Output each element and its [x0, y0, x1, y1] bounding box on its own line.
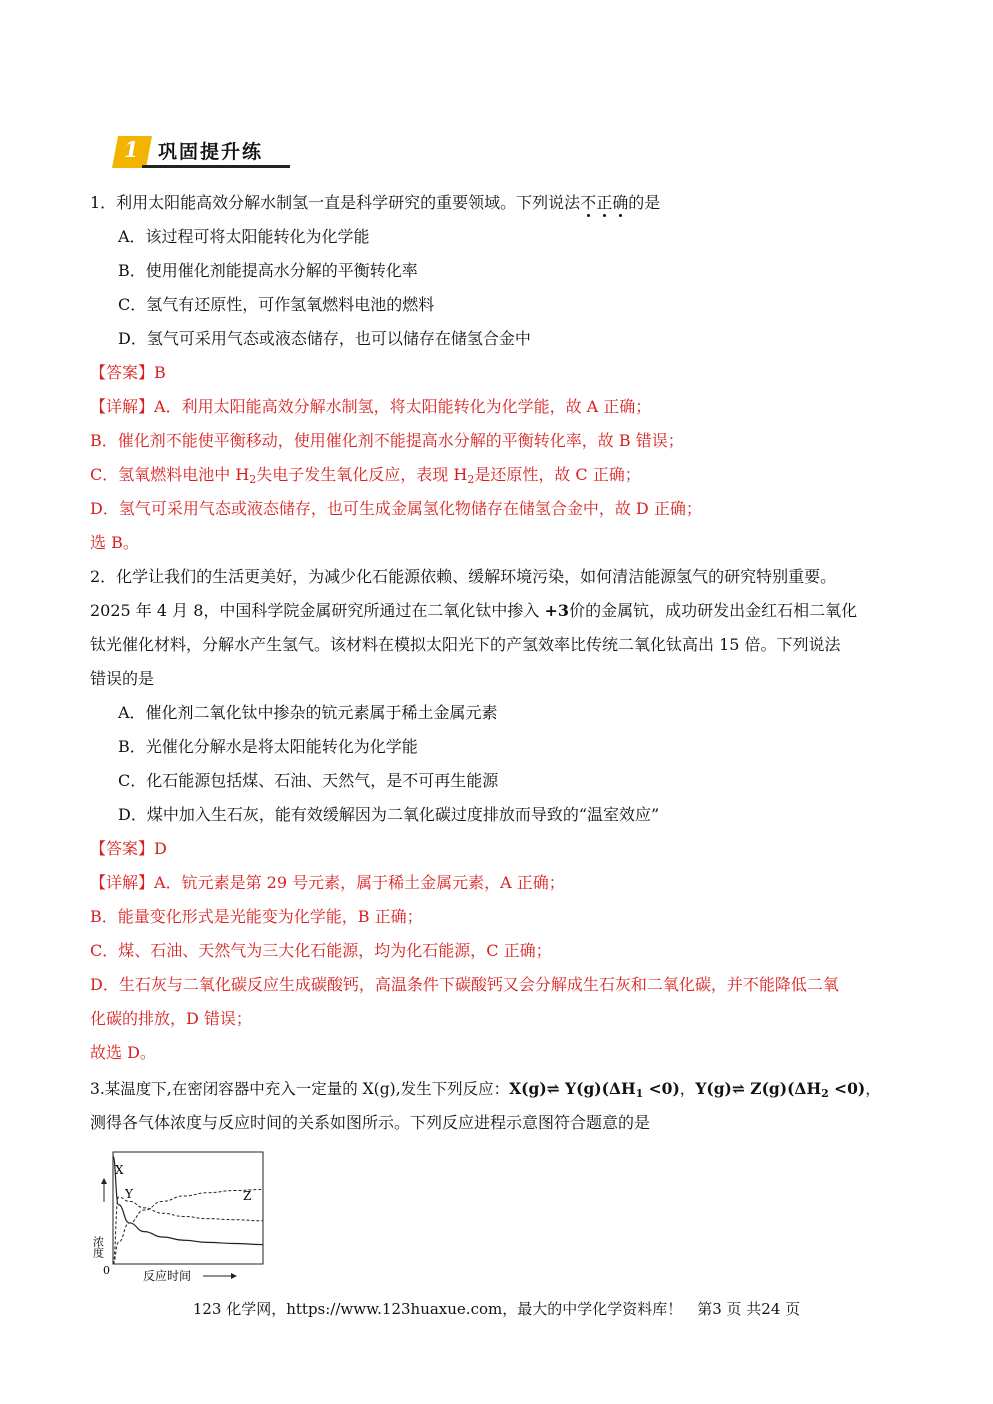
q2-option-d: D．煤中加入生石灰，能有效缓解因为二氧化碳过度排放而导致的“温室效应”	[118, 805, 660, 824]
q2-detail-c: C．煤、石油、天然气为三大化石能源，均为化石能源，C 正确；	[90, 941, 552, 960]
q3-stem-line1: 3.某温度下,在密闭容器中充入一定量的 X(g),发生下列反应：X(g)⇌ $Y(g)(\Delta H_1 <0)$，Y(g)⇌ $Z(g)(\Delta H_2 <0)$，	[90, 1079, 881, 1100]
q1-detail-a: 【详解】A．利用太阳能高效分解水制氢，将太阳能转化为化学能，故 A 正确；	[90, 397, 652, 416]
q2-stem-line2: 2025 年 4 月 8，中国科学院金属研究所通过在二氧化钛中掺入 +3价的金属钪，成功研发出金红石相二氧化	[90, 601, 858, 620]
chart-y-axis-label: 浓度	[91, 1236, 105, 1258]
q1-stem: 1．利用太阳能高效分解水制氢一直是科学研究的重要领域。下列说法不正确的是	[90, 193, 661, 212]
chart-plot-frame	[113, 1152, 263, 1264]
q1-option-d: D．氢气可采用气态或液态储存，也可以储存在储氢合金中	[118, 329, 531, 348]
q1-answer: 【答案】B	[90, 363, 166, 382]
series-z-label: Z	[243, 1189, 252, 1203]
series-y-label: Y	[125, 1187, 133, 1201]
q1-option-b: B．使用催化剂能提高水分解的平衡转化率	[118, 261, 418, 280]
q2-stem-line3: 钛光催化材料，分解水产生氢气。该材料在模拟太阳光下的产氢效率比传统二氧化钛高出 15 倍。下列说法	[90, 635, 841, 654]
section-number: 1	[124, 137, 139, 162]
concentration-time-chart	[91, 1148, 275, 1288]
q2-option-b: B．光催化分解水是将太阳能转化为化学能	[118, 737, 418, 756]
q1-option-a: A．该过程可将太阳能转化为化学能	[118, 227, 370, 246]
q2-option-a: A．催化剂二氧化钛中掺杂的钪元素属于稀土金属元素	[118, 703, 498, 722]
q3-equation-1: X(g)⇌ $Y(g)(\Delta H_1 <0)$	[509, 1079, 680, 1100]
q1-detail-c: C．氢氧燃料电池中 $H_2$失电子发生氧化反应，表现 $H_2$是还原性，故 C 正确；	[90, 465, 641, 486]
q2-detail-b: B．能量变化形式是光能变为化学能，B 正确；	[90, 907, 423, 926]
page-footer: 123 化学网，https://www.123huaxue.com，最大的中学化学资料库！ 第3 页 共24 页	[192, 1300, 801, 1318]
series-y-line	[113, 1197, 263, 1264]
q2-detail-d-line2: 化碳的排放，D 错误；	[90, 1009, 252, 1028]
chart-x-arrowhead	[231, 1273, 237, 1279]
chart-y-arrowhead	[101, 1178, 107, 1184]
q3-stem-line2: 测得各气体浓度与反应时间的关系如图所示。下列反应进程示意图符合题意的是	[90, 1113, 651, 1132]
q1-stem-emphasis: 不正确	[580, 193, 629, 212]
q3-equation-2: Y(g)⇌ $Z(g)(\Delta H_2 <0)$	[695, 1079, 866, 1100]
q1-detail-d: D．氢气可采用气态或液态储存，也可生成金属氢化物储存在储氢合金中，故 D 正确；	[90, 499, 702, 518]
q2-detail-a: 【详解】A．钪元素是第 29 号元素，属于稀土金属元素，A 正确；	[90, 873, 565, 892]
q2-stem-line1: 2．化学让我们的生活更美好，为减少化石能源依赖、缓解环境污染，如何清洁能源氢气的研究特别重要。	[90, 567, 837, 586]
q2-option-c: C．化石能源包括煤、石油、天然气，是不可再生能源	[118, 771, 499, 790]
q1-detail-b: B．催化剂不能使平衡移动，使用催化剂不能提高水分解的平衡转化率，故 B 错误；	[90, 431, 684, 450]
q2-stem-line4: 错误的是	[90, 669, 155, 688]
section-header	[112, 134, 290, 170]
chart-origin-label: 0	[103, 1264, 110, 1277]
series-x-line	[113, 1156, 263, 1245]
chart-x-axis-label: 反应时间	[143, 1269, 192, 1283]
section-underline	[142, 165, 290, 168]
q1-option-c: C．氢气有还原性，可作氢氧燃料电池的燃料	[118, 295, 435, 314]
q1-conclusion: 选 B。	[90, 533, 139, 552]
q2-detail-d-line1: D．生石灰与二氧化碳反应生成碳酸钙，高温条件下碳酸钙又会分解成生石灰和二氧化碳，并不能降低二氧	[90, 975, 839, 994]
q2-answer: 【答案】D	[90, 839, 167, 858]
series-x-label: X	[115, 1163, 124, 1177]
section-title: 巩固提升练	[158, 141, 264, 163]
q2-conclusion: 故选 D。	[90, 1043, 156, 1062]
